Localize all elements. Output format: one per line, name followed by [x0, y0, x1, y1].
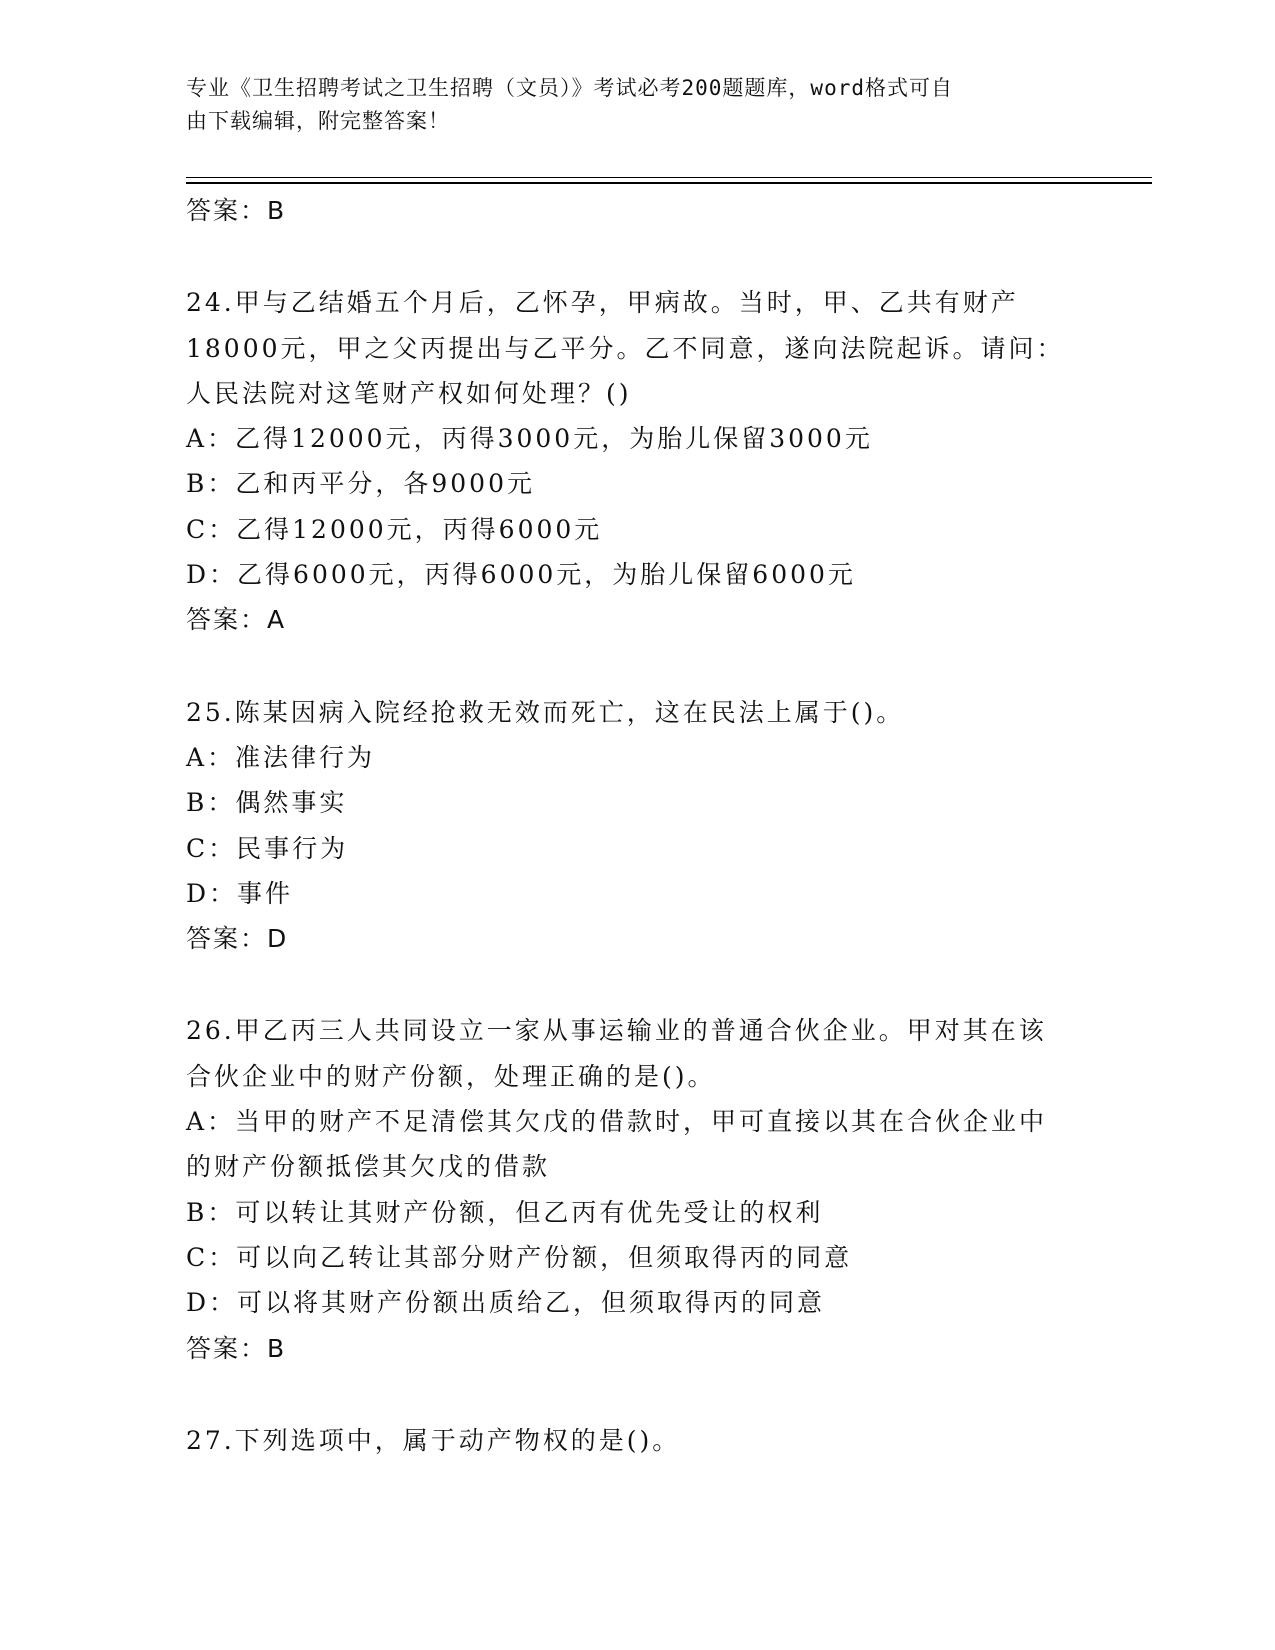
- option-d: D：乙得6000元，丙得6000元，为胎儿保留6000元: [186, 560, 856, 590]
- header-divider-thick: [186, 182, 1152, 184]
- question-text: 25.陈某因病入院经抢救无效而死亡，这在民法上属于()。: [186, 697, 905, 727]
- question-text-line: 合伙企业中的财产份额，处理正确的是()。: [186, 1061, 716, 1091]
- answer: 答案：B: [186, 1333, 287, 1363]
- option-c: C：民事行为: [186, 833, 349, 863]
- option-d: D：事件: [186, 878, 294, 908]
- option-b: B：可以转让其财产份额，但乙丙有优先受让的权利: [186, 1197, 824, 1227]
- question-text-line: 人民法院对这笔财产权如何处理？(): [186, 378, 632, 408]
- option-a: A：乙得12000元，丙得3000元，为胎儿保留3000元: [186, 424, 873, 454]
- option-d: D：可以将其财产份额出质给乙，但须取得丙的同意: [186, 1288, 826, 1318]
- answer: 答案：A: [186, 605, 287, 635]
- option-c: C：可以向乙转让其部分财产份额，但须取得丙的同意: [186, 1242, 853, 1272]
- question-24: [186, 280, 1096, 642]
- question-text-line: 24.甲与乙结婚五个月后，乙怀孕，甲病故。当时，甲、乙共有财产: [186, 288, 1019, 318]
- option-b: B：乙和丙平分，各9000元: [186, 469, 535, 499]
- question-26: [186, 1008, 1096, 1370]
- option-a-line: 的财产份额抵偿其欠戊的借款: [186, 1152, 551, 1182]
- question-27: [186, 1418, 1096, 1463]
- previous-answer: 答案：B: [186, 196, 287, 225]
- document-header: [186, 72, 1066, 138]
- question-text: 27.下列选项中，属于动产物权的是()。: [186, 1425, 681, 1455]
- option-c: C：乙得12000元，丙得6000元: [186, 514, 603, 544]
- option-b: B：偶然事实: [186, 788, 348, 818]
- option-a: A：准法律行为: [186, 742, 376, 772]
- question-list: [186, 188, 1096, 1463]
- header-line-2: 由下载编辑，附完整答案！: [186, 109, 450, 133]
- option-a-line: A：当甲的财产不足清偿其欠戊的借款时，甲可直接以其在合伙企业中: [186, 1107, 1048, 1137]
- question-25: [186, 690, 1096, 962]
- header-divider-thin: [186, 177, 1152, 178]
- question-text-line: 26.甲乙丙三人共同设立一家从事运输业的普通合伙企业。甲对其在该: [186, 1016, 1047, 1046]
- question-text-line: 18000元，甲之父丙提出与乙平分。乙不同意，遂向法院起诉。请问：: [186, 333, 1065, 363]
- answer: 答案：D: [186, 924, 289, 954]
- header-line-1: 专业《卫生招聘考试之卫生招聘（文员）》考试必考200题题库，word格式可自: [186, 76, 953, 100]
